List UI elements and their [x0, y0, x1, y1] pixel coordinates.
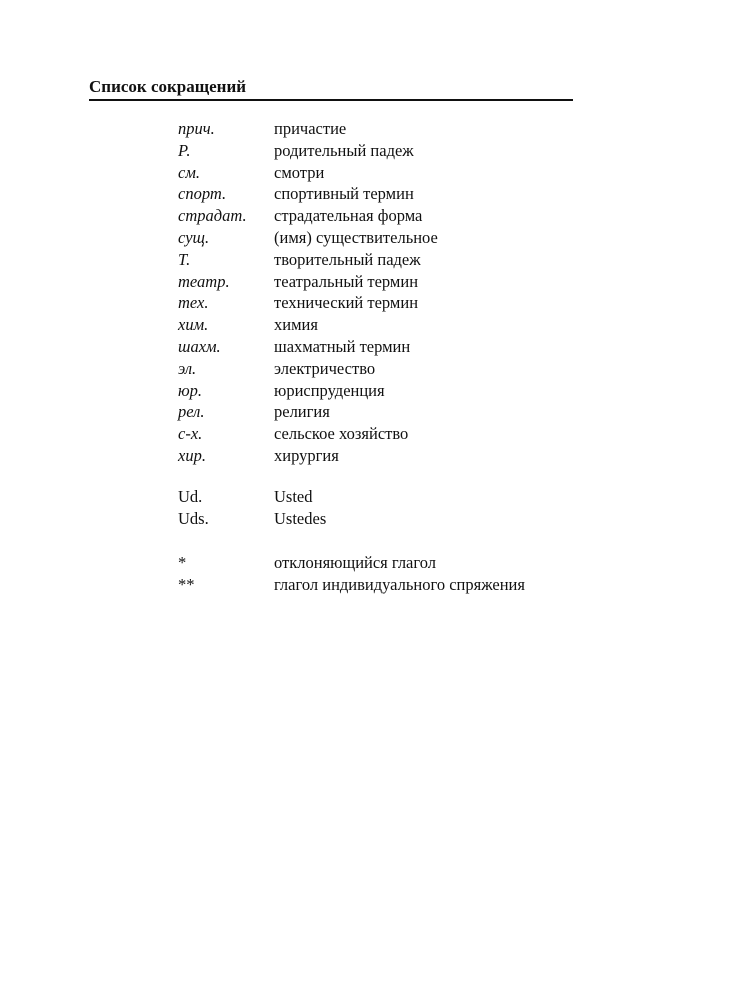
- abbreviation-meaning: сельское хозяйство: [274, 424, 409, 444]
- abbreviation: рел.: [178, 402, 205, 422]
- abbreviation-meaning: родительный падеж: [274, 140, 414, 160]
- asterisk-marker: **: [178, 574, 195, 594]
- abbreviation: хим.: [178, 315, 209, 335]
- title-underline: [89, 99, 573, 101]
- abbreviation-meaning: смотри: [274, 162, 325, 182]
- abbreviation-meaning: электричество: [274, 358, 376, 378]
- abbreviation: Т.: [178, 249, 191, 269]
- abbreviation-row: [178, 162, 438, 184]
- abbreviation-row: [178, 183, 438, 205]
- abbreviation: юр.: [178, 380, 203, 400]
- abbreviation-row: [178, 574, 525, 596]
- asterisk-marker: *: [178, 553, 187, 572]
- abbreviation-row: [178, 140, 438, 162]
- abbreviation-row: [178, 380, 438, 402]
- abbreviation-row: [178, 314, 438, 336]
- abbreviation-meaning: религия: [274, 402, 330, 422]
- abbreviation-row: [178, 227, 438, 249]
- abbreviation: Р.: [178, 140, 191, 160]
- abbreviation-row: [178, 118, 438, 140]
- abbreviation: сущ.: [178, 227, 210, 247]
- abbreviation-meaning: химия: [274, 315, 318, 335]
- abbreviation: театр.: [178, 271, 230, 291]
- abbreviation-meaning: юриспруденция: [274, 380, 385, 400]
- abbreviation: хир.: [178, 445, 206, 465]
- abbreviation: эл.: [178, 358, 197, 378]
- abbreviation-row: [178, 292, 438, 314]
- abbreviation-meaning: страдательная форма: [274, 206, 423, 226]
- abbreviation-list-spanish: [178, 486, 326, 530]
- abbreviation-meaning: Ustedes: [274, 508, 327, 528]
- abbreviation-row: [178, 486, 326, 508]
- abbreviation-meaning: театральный термин: [274, 271, 419, 291]
- abbreviation-row: [178, 445, 438, 467]
- abbreviation-row: [178, 205, 438, 227]
- abbreviation: тех.: [178, 293, 209, 313]
- abbreviation-row: [178, 271, 438, 293]
- abbreviation: спорт.: [178, 184, 227, 204]
- abbreviation-row: [178, 336, 438, 358]
- abbreviation-row: [178, 552, 525, 574]
- abbreviation-meaning: причастие: [274, 119, 347, 138]
- abbreviation-meaning: отклоняющийся глагол: [274, 553, 437, 572]
- verb-marker-list: [178, 552, 525, 596]
- abbreviation-row: [178, 401, 438, 423]
- abbreviation-row: [178, 423, 438, 445]
- abbreviation: с-х.: [178, 424, 203, 444]
- abbreviation-meaning: глагол индивидуального спряжения: [274, 574, 525, 594]
- abbreviation: Ud.: [178, 487, 203, 506]
- abbreviation-row: [178, 249, 438, 271]
- abbreviation: см.: [178, 162, 200, 182]
- page-title: Список сокращений: [89, 77, 247, 96]
- abbreviation: страдат.: [178, 206, 247, 226]
- abbreviation: шахм.: [178, 336, 221, 356]
- abbreviation-meaning: технический термин: [274, 293, 419, 313]
- abbreviation-meaning: спортивный термин: [274, 184, 414, 204]
- abbreviation: Uds.: [178, 508, 209, 528]
- abbreviation: прич.: [178, 119, 215, 138]
- abbreviation-meaning: Usted: [274, 487, 313, 506]
- abbreviation-row: [178, 508, 326, 530]
- abbreviation-meaning: творительный падеж: [274, 249, 421, 269]
- abbreviation-meaning: хирургия: [274, 445, 339, 465]
- abbreviation-list-russian: [178, 118, 438, 467]
- abbreviation-meaning: шахматный термин: [274, 336, 411, 356]
- abbreviation-meaning: (имя) существительное: [274, 227, 438, 247]
- abbreviation-row: [178, 358, 438, 380]
